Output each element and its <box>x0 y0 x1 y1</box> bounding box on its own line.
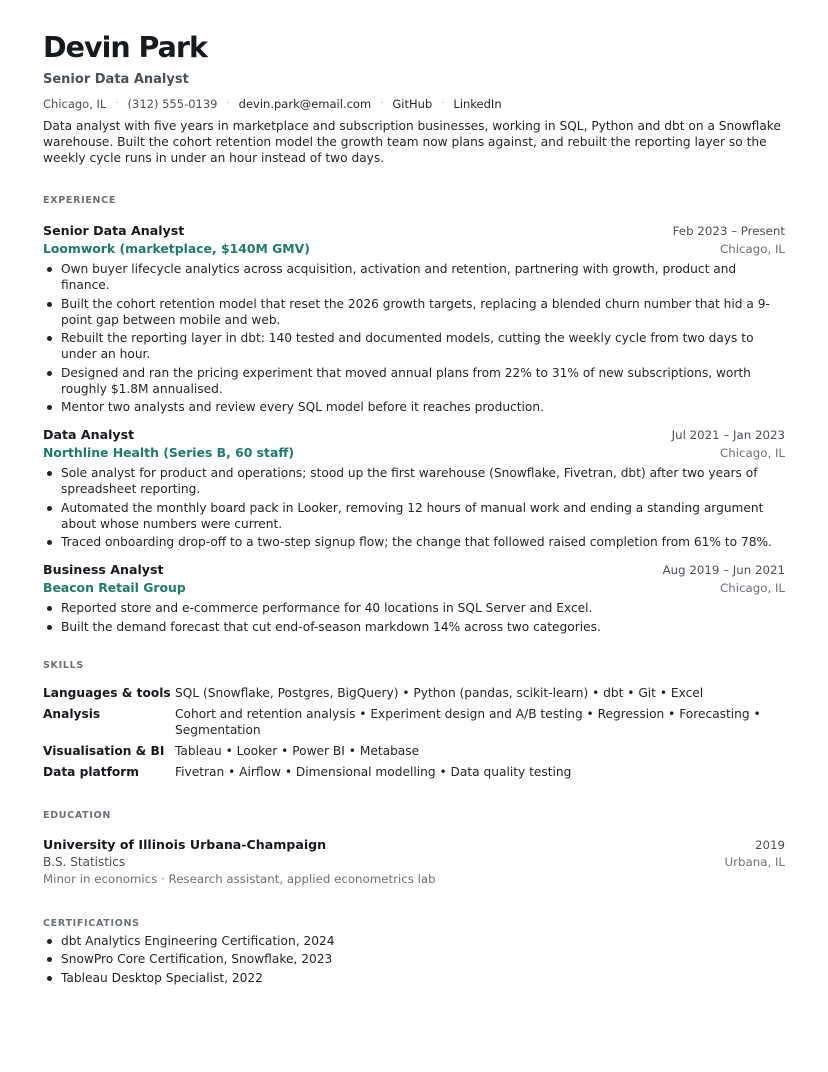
job-entry <box>43 222 785 415</box>
skills-section-title: SKILLS <box>43 659 84 671</box>
job-bullet-text: Mentor two analysts and review every SQL model before it reaches production. <box>61 400 544 414</box>
job-bullet <box>43 330 785 362</box>
candidate-name: Devin Park <box>43 31 207 64</box>
job-location: Chicago, IL <box>720 446 785 460</box>
bullet-icon <box>47 606 52 611</box>
candidate-headline: Senior Data Analyst <box>43 72 189 87</box>
education-degree: B.S. Statistics <box>43 854 126 869</box>
job-bullet <box>43 365 785 397</box>
job-bullet-text: Built the cohort retention model that reset the 2026 growth targets, replacing a blended churn number that hid a 9-point gap between mobile and web. <box>61 296 770 327</box>
job-bullet-text: Reported store and e-commerce performance for 40 locations in SQL Server and Excel. <box>61 601 593 615</box>
job-bullet <box>43 261 785 293</box>
contact-email-link[interactable]: devin.park@email.com <box>238 97 372 111</box>
certifications-list <box>43 933 785 986</box>
certifications-section-title: CERTIFICATIONS <box>43 917 140 929</box>
bullet-icon <box>47 471 52 476</box>
resume-header <box>43 30 785 166</box>
education-location: Urbana, IL <box>724 854 785 869</box>
job-bullet-text: Rebuilt the reporting layer in dbt: 140 tested and documented models, cutting the weekly cycle from two days to under an hour. <box>61 331 754 361</box>
skill-label: Languages & tools <box>43 685 171 700</box>
job-company: Loomwork (marketplace, $140M GMV) <box>43 241 310 256</box>
bullet-icon <box>47 302 52 307</box>
job-role: Data Analyst <box>43 427 135 442</box>
job-bullet-text: Traced onboarding drop-off to a two-step signup flow; the change that followed raised completion from 61% to 78%. <box>61 535 772 549</box>
job-bullets <box>43 261 785 415</box>
job-role: Senior Data Analyst <box>43 223 185 238</box>
job-location: Chicago, IL <box>720 581 785 595</box>
contact-location: Chicago, IL <box>43 97 107 111</box>
job-bullet <box>43 534 785 550</box>
professional-summary: Data analyst with five years in marketplace and subscription businesses, working in SQL, Python and dbt on a Snowflake warehouse. Built the cohort retention model the growth team now plans against, and rebuilt the reporting layer so the weekly cycle runs in under an hour instead of two days. <box>43 119 781 165</box>
contact-line <box>43 96 785 112</box>
education-entry <box>43 836 785 888</box>
job-dates: Jul 2021 – Jan 2023 <box>671 428 785 442</box>
job-dates: Feb 2023 – Present <box>672 224 785 238</box>
bullet-icon <box>47 506 52 511</box>
skill-row <box>43 764 785 780</box>
certification-text: SnowPro Core Certification, Snowflake, 2023 <box>61 952 333 966</box>
bullet-icon <box>47 957 52 962</box>
job-bullet-text: Designed and ran the pricing experiment that moved annual plans from 22% to 31% of new subscriptions, worth roughly $1.8M annualised. <box>61 365 751 396</box>
bullet-icon <box>47 976 52 981</box>
education-section-title: EDUCATION <box>43 809 112 821</box>
job-bullets <box>43 465 785 550</box>
skill-value: SQL (Snowflake, Postgres, BigQuery) • Python (pandas, scikit-learn) • dbt • Git • Excel <box>175 685 704 700</box>
job-bullet-text: Sole analyst for product and operations; stood up the first warehouse (Snowflake, Fivetran, dbt) after two years of spreadsheet reporting. <box>61 466 758 496</box>
education-school: University of Illinois Urbana-Champaign <box>43 836 327 852</box>
bullet-icon <box>47 405 52 410</box>
skill-label: Analysis <box>43 706 101 721</box>
contact-separator: · <box>226 98 230 109</box>
skill-label: Data platform <box>43 764 139 779</box>
contact-github-link[interactable]: GitHub <box>392 97 433 111</box>
job-bullet <box>43 500 785 532</box>
certification-text: dbt Analytics Engineering Certification, 2024 <box>61 933 335 948</box>
contact-separator: · <box>115 98 119 109</box>
job-bullet-text: Own buyer lifecycle analytics across acquisition, activation and retention, partnering with growth, product and finance. <box>61 262 737 292</box>
bullet-icon <box>47 267 52 272</box>
experience-section-title: EXPERIENCE <box>43 195 117 206</box>
skill-value: Fivetran • Airflow • Dimensional modelling • Data quality testing <box>175 764 572 779</box>
bullet-icon <box>47 540 52 545</box>
job-bullets <box>43 600 785 635</box>
bullet-icon <box>47 371 52 376</box>
job-entry <box>43 426 785 550</box>
certification-item <box>43 933 785 949</box>
job-bullet-text: Automated the monthly board pack in Looker, removing 12 hours of manual work and ending a standing argument about whose numbers were current. <box>61 500 764 531</box>
job-bullet <box>43 600 785 616</box>
contact-phone: (312) 555-0139 <box>127 97 218 111</box>
job-dates: Aug 2019 – Jun 2021 <box>662 563 785 577</box>
education-year: 2019 <box>754 837 785 852</box>
job-bullet <box>43 399 785 415</box>
bullet-icon <box>47 336 52 341</box>
skill-row <box>43 743 785 759</box>
job-entry <box>43 561 785 635</box>
skill-row <box>43 706 785 738</box>
skill-value: Cohort and retention analysis • Experiment design and A/B testing • Regression • Forecasting • Segmentation <box>175 706 761 737</box>
certification-item <box>43 951 785 967</box>
certification-text: Tableau Desktop Specialist, 2022 <box>61 970 263 985</box>
job-bullet <box>43 296 785 328</box>
job-bullet <box>43 619 785 635</box>
education-notes: Minor in economics · Research assistant, applied econometrics lab <box>43 871 436 886</box>
contact-separator: · <box>380 98 384 109</box>
job-location: Chicago, IL <box>720 242 785 256</box>
job-company: Beacon Retail Group <box>43 580 186 595</box>
skills-table <box>43 685 785 780</box>
skill-row <box>43 685 785 701</box>
skill-label: Visualisation & BI <box>43 743 165 758</box>
contact-linkedin-link[interactable]: LinkedIn <box>453 97 502 111</box>
job-company: Northline Health (Series B, 60 staff) <box>43 445 295 460</box>
job-bullet-text: Built the demand forecast that cut end-of-season markdown 14% across two categories. <box>61 619 601 634</box>
bullet-icon <box>47 625 52 630</box>
job-bullet <box>43 465 785 497</box>
job-role: Business Analyst <box>43 562 164 577</box>
skill-value: Tableau • Looker • Power BI • Metabase <box>175 743 420 758</box>
bullet-icon <box>47 939 52 944</box>
certification-item <box>43 970 785 986</box>
contact-separator: · <box>441 98 445 109</box>
